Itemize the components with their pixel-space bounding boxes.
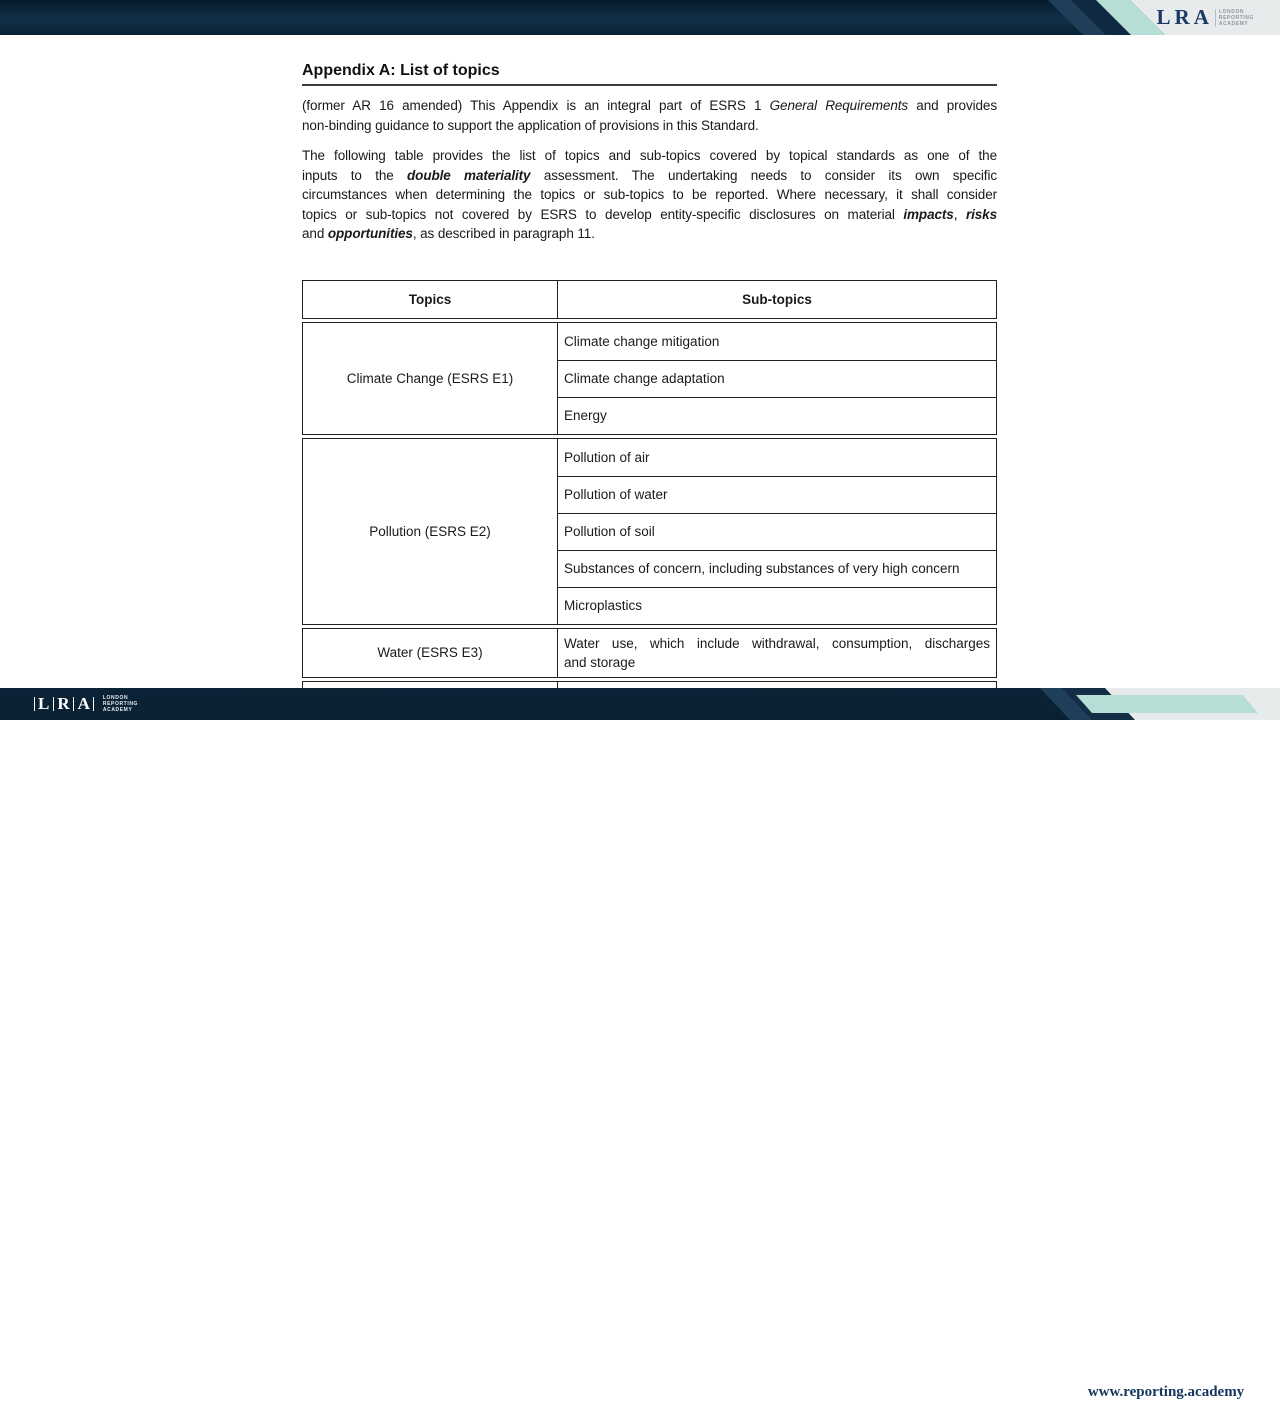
topic-cell: Pollution (ESRS E2)	[303, 439, 558, 624]
table-row-clipped	[302, 681, 997, 689]
subtopic-line: Water use, which include withdrawal, consumption, discharges	[564, 635, 990, 651]
subtopic-line: and storage	[564, 654, 636, 670]
topic-cell: Climate Change (ESRS E1)	[303, 323, 558, 434]
footer-stripes-decoration	[950, 688, 1280, 720]
subtopic-line: Pollution of soil	[564, 524, 655, 539]
materiality-paragraph	[302, 146, 997, 244]
topic-cell: Water (ESRS E3)	[303, 629, 558, 677]
subtopic-line: Energy	[564, 408, 607, 423]
paragraph-line	[302, 166, 997, 186]
footer-bar	[0, 688, 1280, 1400]
top-bar	[0, 0, 1280, 35]
intro-paragraph	[302, 96, 997, 135]
subtopic-cell	[558, 629, 996, 677]
subtopic-cell	[558, 360, 996, 397]
subtopic-cell	[558, 476, 996, 513]
body-text: and	[302, 226, 328, 241]
paragraph-line	[302, 205, 997, 225]
lra-logo	[1157, 4, 1254, 31]
subtopic-list	[558, 323, 996, 434]
paragraph-line	[302, 224, 997, 244]
subtopic-list	[558, 439, 996, 624]
subtopic-line: Climate change adaptation	[564, 371, 725, 386]
title-rule	[302, 84, 997, 86]
emphasis-text: opportunities	[327, 226, 413, 241]
table-header-row	[302, 280, 997, 319]
body-text: The following table provides the list of topics and sub-topics covered by topical standards as one of the	[302, 148, 997, 163]
body-text: topics or sub-topics not covered by ESRS to develop entity-specific disclosures on material	[302, 206, 904, 222]
body-text: non-binding guidance to support the application of provisions in this Standard.	[302, 117, 759, 133]
logo-letter: L	[38, 694, 50, 713]
document-body	[302, 35, 997, 688]
topic-group-row	[302, 438, 997, 625]
body-text: , as described in paragraph 11.	[412, 226, 595, 241]
emphasis-text: impacts	[903, 206, 954, 222]
paragraph-line	[302, 116, 997, 136]
caption-line: LONDON	[1218, 8, 1245, 15]
topic-group-row	[302, 628, 997, 678]
subtopic-list	[558, 629, 996, 677]
paragraph-line	[302, 185, 997, 205]
caption-line: ACADEMY	[1218, 20, 1249, 27]
lra-logo-caption	[1215, 9, 1254, 27]
subtopic-cell	[558, 587, 996, 624]
body-text: circumstances when determining the topics or sub-topics to be reported. Where necessary, it shall consider	[302, 187, 997, 202]
paragraph-line	[302, 96, 997, 116]
caption-line: ACADEMY	[102, 707, 133, 713]
logo-bar	[73, 697, 74, 711]
lra-logo-wordmark: LRA	[1156, 5, 1213, 29]
footer-lra-caption	[103, 695, 138, 713]
emphasis-text: General Requirements	[769, 98, 909, 113]
appendix-title: Appendix A: List of topics	[302, 62, 500, 79]
footer-lra-logo	[30, 694, 138, 714]
subtopic-line: Pollution of air	[564, 449, 650, 465]
footer-lra-letters	[30, 694, 98, 714]
caption-line: REPORTING	[102, 701, 139, 707]
logo-bar	[34, 697, 35, 711]
table-header-subtopics: Sub-topics	[742, 291, 812, 307]
topics-table	[302, 280, 997, 689]
subtopic-line: Substances of concern, including substances of very high concern	[564, 561, 960, 576]
subtopic-line: Climate change mitigation	[564, 333, 720, 349]
body-text: and provides	[908, 98, 997, 113]
body-text: assessment. The undertaking needs to consider its own specific	[530, 167, 997, 183]
subtopic-line: Pollution of water	[564, 487, 668, 502]
paragraph-line	[302, 146, 997, 166]
subtopic-line: Microplastics	[564, 598, 643, 613]
logo-letter: A	[77, 694, 90, 713]
subtopic-cell	[558, 323, 996, 360]
caption-line: LONDON	[102, 695, 129, 701]
emphasis-text: double materiality	[407, 167, 531, 183]
logo-bar	[93, 697, 94, 711]
logo-letter: R	[57, 694, 70, 713]
subtopic-cell	[558, 550, 996, 587]
emphasis-text: risks	[965, 206, 997, 222]
subtopic-cell	[558, 513, 996, 550]
logo-bar	[53, 697, 54, 711]
subtopic-cell	[558, 397, 996, 434]
topic-group-row	[302, 322, 997, 435]
subtopic-cell	[558, 439, 996, 476]
caption-line: REPORTING	[1218, 14, 1254, 21]
body-text: ,	[953, 206, 966, 222]
document-page	[0, 35, 1280, 688]
body-text: inputs to the	[302, 167, 408, 183]
body-text: (former AR 16 amended) This Appendix is an integral part of ESRS 1	[302, 98, 770, 113]
website-url: www.reporting.academy	[1087, 1384, 1245, 1400]
table-header-topics: Topics	[303, 281, 558, 318]
